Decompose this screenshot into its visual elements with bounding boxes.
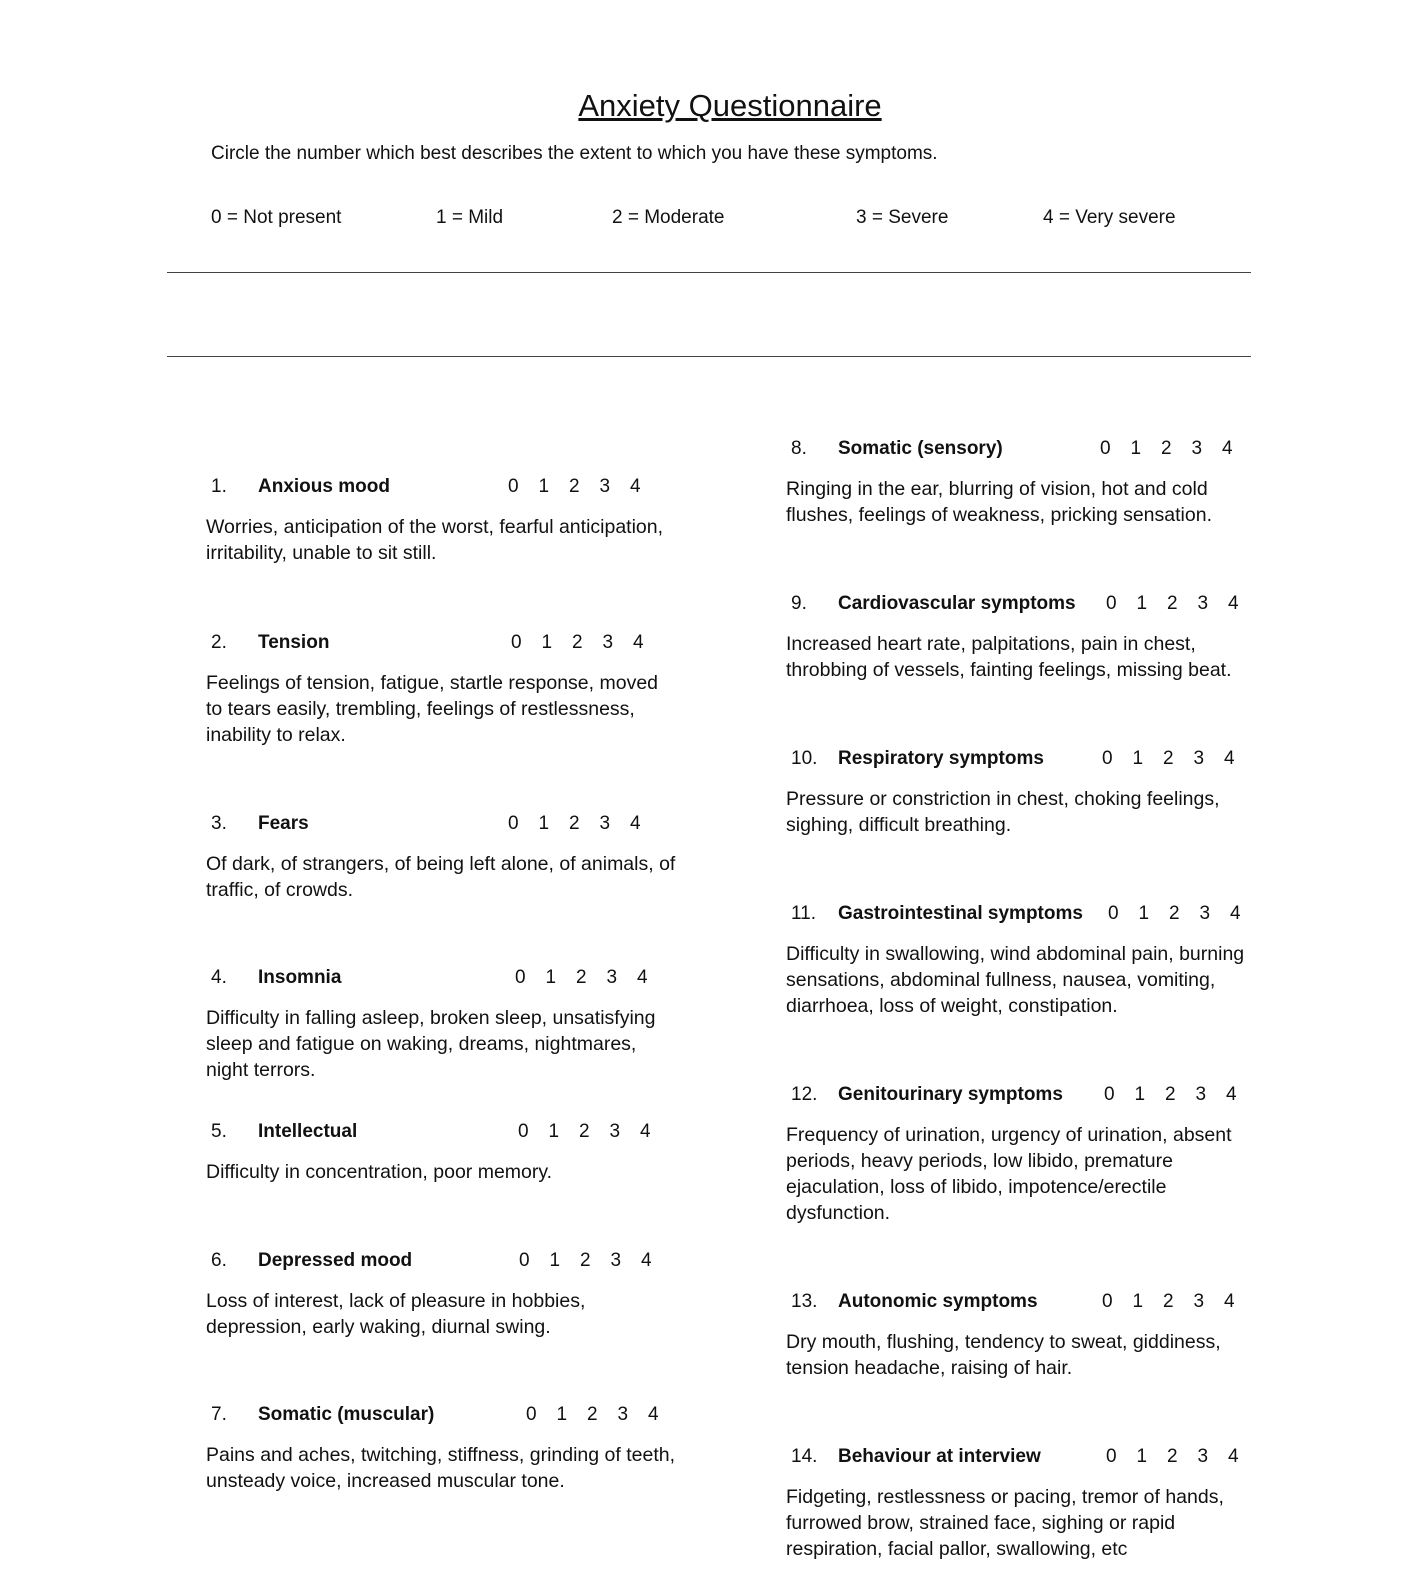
item-description: Difficulty in concentration, poor memory. — [206, 1161, 553, 1183]
rating-option-1[interactable]: 1 — [1136, 593, 1148, 614]
rating-scale — [1100, 438, 1253, 460]
rating-option-4[interactable]: 4 — [630, 476, 641, 497]
rating-option-1[interactable]: 1 — [545, 967, 557, 988]
rating-option-0[interactable]: 0 — [1106, 1446, 1117, 1467]
rating-option-4[interactable]: 4 — [1224, 1291, 1235, 1312]
question-item — [786, 903, 1256, 1019]
question-item — [206, 1250, 676, 1340]
scale-key-3: 3 = Severe — [856, 207, 949, 228]
item-number: 13. — [791, 1291, 818, 1312]
rating-option-0[interactable]: 0 — [1108, 903, 1119, 924]
rating-option-4[interactable]: 4 — [1226, 1084, 1237, 1105]
rating-option-3[interactable]: 3 — [1193, 748, 1205, 769]
question-item — [786, 1291, 1256, 1381]
item-description: Ringing in the ear, blurring of vision, hot and cold flushes, feelings of weakness, pricking sensation. — [786, 478, 1212, 526]
rating-option-3[interactable]: 3 — [1197, 1446, 1209, 1467]
rating-option-3[interactable]: 3 — [606, 967, 618, 988]
question-item — [786, 1084, 1256, 1226]
question-item — [206, 967, 676, 1083]
rating-option-3[interactable]: 3 — [1191, 438, 1203, 459]
question-item — [786, 593, 1256, 683]
question-item — [206, 813, 676, 903]
rating-option-0[interactable]: 0 — [526, 1404, 537, 1425]
rating-option-0[interactable]: 0 — [511, 632, 522, 653]
item-number: 9. — [791, 593, 807, 614]
rating-option-3[interactable]: 3 — [599, 476, 611, 497]
item-description: Pressure or constriction in chest, choking feelings, sighing, difficult breathing. — [786, 788, 1220, 836]
item-description: Loss of interest, lack of pleasure in hobbies, depression, early waking, diurnal swing. — [206, 1290, 586, 1338]
rating-scale — [515, 967, 668, 989]
item-number: 1. — [211, 476, 227, 497]
item-number: 12. — [791, 1084, 818, 1105]
rating-option-1[interactable]: 1 — [1134, 1084, 1146, 1105]
rating-option-0[interactable]: 0 — [519, 1250, 530, 1271]
rating-option-4[interactable]: 4 — [641, 1250, 652, 1271]
rating-option-1[interactable]: 1 — [1138, 903, 1150, 924]
item-number: 2. — [211, 632, 227, 653]
rating-option-2[interactable]: 2 — [579, 1121, 590, 1142]
rating-scale — [508, 813, 661, 835]
rating-option-4[interactable]: 4 — [633, 632, 644, 653]
rating-option-3[interactable]: 3 — [1197, 593, 1209, 614]
scale-key-1: 1 = Mild — [436, 207, 504, 228]
rating-option-3[interactable]: 3 — [602, 632, 614, 653]
rating-scale — [511, 632, 664, 654]
rating-option-1[interactable]: 1 — [548, 1121, 560, 1142]
item-description: Frequency of urination, urgency of urination, absent periods, heavy periods, low libido, premature ejaculation, loss of libido, impotence/erectile dysfunction. — [786, 1124, 1232, 1224]
item-title: Tension — [258, 632, 330, 653]
rating-option-3[interactable]: 3 — [1195, 1084, 1207, 1105]
rating-scale — [1108, 903, 1261, 925]
item-number: 3. — [211, 813, 227, 834]
rating-option-2[interactable]: 2 — [1167, 593, 1178, 614]
rating-option-2[interactable]: 2 — [580, 1250, 591, 1271]
rating-scale — [1104, 1084, 1257, 1106]
item-title: Respiratory symptoms — [838, 748, 1044, 769]
rating-scale — [1102, 748, 1255, 770]
item-description: Dry mouth, flushing, tendency to sweat, giddiness, tension headache, raising of hair. — [786, 1331, 1221, 1379]
item-number: 6. — [211, 1250, 227, 1271]
rating-scale — [1102, 1291, 1255, 1313]
question-item — [786, 1446, 1256, 1562]
item-title: Fears — [258, 813, 309, 834]
rating-scale — [518, 1121, 671, 1143]
item-description: Pains and aches, twitching, stiffness, grinding of teeth, unsteady voice, increased muscular tone. — [206, 1444, 675, 1492]
rating-option-2[interactable]: 2 — [587, 1404, 598, 1425]
instructions-text: Circle the number which best describes the extent to which you have these symptoms. — [211, 143, 938, 164]
rating-option-3[interactable]: 3 — [1193, 1291, 1205, 1312]
item-number: 10. — [791, 748, 818, 769]
rating-option-2[interactable]: 2 — [572, 632, 583, 653]
question-item — [206, 1121, 676, 1185]
rating-option-2[interactable]: 2 — [569, 813, 580, 834]
question-item — [786, 748, 1256, 838]
item-number: 14. — [791, 1446, 818, 1467]
rating-scale — [508, 476, 661, 498]
item-description: Increased heart rate, palpitations, pain in chest, throbbing of vessels, fainting feelings, missing beat. — [786, 633, 1232, 681]
item-description: Of dark, of strangers, of being left alone, of animals, of traffic, of crowds. — [206, 853, 676, 901]
rating-option-0[interactable]: 0 — [1100, 438, 1111, 459]
rating-option-0[interactable]: 0 — [515, 967, 526, 988]
item-title: Somatic (sensory) — [838, 438, 1003, 459]
rating-option-0[interactable]: 0 — [1106, 593, 1117, 614]
item-number: 7. — [211, 1404, 227, 1425]
rating-option-1[interactable]: 1 — [538, 476, 550, 497]
rating-option-4[interactable]: 4 — [1224, 748, 1235, 769]
rating-option-0[interactable]: 0 — [508, 476, 519, 497]
rating-option-0[interactable]: 0 — [1102, 748, 1113, 769]
item-title: Genitourinary symptoms — [838, 1084, 1063, 1105]
rating-option-4[interactable]: 4 — [1222, 438, 1233, 459]
rating-option-4[interactable]: 4 — [1228, 1446, 1239, 1467]
rating-option-4[interactable]: 4 — [1228, 593, 1239, 614]
rating-option-4[interactable]: 4 — [640, 1121, 651, 1142]
item-number: 11. — [791, 903, 817, 924]
rating-option-1[interactable]: 1 — [1132, 748, 1144, 769]
item-title: Autonomic symptoms — [838, 1291, 1038, 1312]
rating-scale — [519, 1250, 672, 1272]
scale-key-0: 0 = Not present — [211, 207, 342, 228]
page-title: Anxiety Questionnaire — [578, 88, 882, 123]
rating-option-2[interactable]: 2 — [576, 967, 587, 988]
rating-option-0[interactable]: 0 — [1104, 1084, 1115, 1105]
item-title: Cardiovascular symptoms — [838, 593, 1076, 614]
rating-option-4[interactable]: 4 — [648, 1404, 659, 1425]
divider-line — [167, 356, 1251, 357]
rating-option-2[interactable]: 2 — [1163, 748, 1174, 769]
rating-scale — [1106, 593, 1259, 615]
item-title: Insomnia — [258, 967, 342, 988]
rating-option-2[interactable]: 2 — [569, 476, 580, 497]
item-description: Difficulty in falling asleep, broken sleep, unsatisfying sleep and fatigue on waking, dreams, nightmares, night terrors. — [206, 1007, 656, 1081]
rating-option-4[interactable]: 4 — [637, 967, 648, 988]
item-description: Difficulty in swallowing, wind abdominal pain, burning sensations, abdominal fullness, nausea, vomiting, diarrhoea, loss of weight, constipation. — [786, 943, 1245, 1017]
question-item — [786, 438, 1256, 528]
rating-option-2[interactable]: 2 — [1165, 1084, 1176, 1105]
rating-option-3[interactable]: 3 — [1199, 903, 1211, 924]
rating-option-0[interactable]: 0 — [508, 813, 519, 834]
rating-option-4[interactable]: 4 — [1230, 903, 1241, 924]
divider-line — [167, 272, 1251, 273]
item-title: Anxious mood — [258, 476, 390, 497]
scale-key-4: 4 = Very severe — [1043, 207, 1176, 228]
question-item — [206, 1404, 676, 1494]
rating-option-1[interactable]: 1 — [1136, 1446, 1148, 1467]
item-title: Depressed mood — [258, 1250, 413, 1271]
scale-key-2: 2 = Moderate — [612, 207, 725, 228]
rating-option-3[interactable]: 3 — [610, 1250, 622, 1271]
rating-option-2[interactable]: 2 — [1161, 438, 1172, 459]
rating-option-1[interactable]: 1 — [556, 1404, 568, 1425]
rating-scale — [526, 1404, 679, 1426]
item-title: Intellectual — [258, 1121, 358, 1142]
item-description: Fidgeting, restlessness or pacing, tremor of hands, furrowed brow, strained face, sighing or rapid respiration, facial pallor, swallowing, etc — [786, 1486, 1224, 1560]
item-title: Gastrointestinal symptoms — [838, 903, 1083, 924]
question-item — [206, 476, 676, 566]
rating-option-2[interactable]: 2 — [1167, 1446, 1178, 1467]
item-title: Behaviour at interview — [838, 1446, 1041, 1467]
rating-option-3[interactable]: 3 — [599, 813, 611, 834]
rating-option-3[interactable]: 3 — [617, 1404, 629, 1425]
item-number: 5. — [211, 1121, 227, 1142]
rating-scale — [1106, 1446, 1259, 1468]
rating-option-2[interactable]: 2 — [1163, 1291, 1174, 1312]
item-number: 8. — [791, 438, 807, 459]
rating-option-1[interactable]: 1 — [538, 813, 550, 834]
item-title: Somatic (muscular) — [258, 1404, 435, 1425]
rating-option-1[interactable]: 1 — [541, 632, 553, 653]
rating-option-1[interactable]: 1 — [1132, 1291, 1144, 1312]
rating-option-1[interactable]: 1 — [549, 1250, 561, 1271]
question-item — [206, 632, 676, 748]
item-description: Feelings of tension, fatigue, startle response, moved to tears easily, trembling, feelings of restlessness, inability to relax. — [206, 672, 659, 746]
rating-option-2[interactable]: 2 — [1169, 903, 1180, 924]
rating-option-0[interactable]: 0 — [518, 1121, 529, 1142]
rating-option-3[interactable]: 3 — [609, 1121, 621, 1142]
item-description: Worries, anticipation of the worst, fearful anticipation, irritability, unable to sit still. — [206, 516, 664, 564]
rating-option-4[interactable]: 4 — [630, 813, 641, 834]
rating-option-0[interactable]: 0 — [1102, 1291, 1113, 1312]
item-number: 4. — [211, 967, 227, 988]
rating-option-1[interactable]: 1 — [1130, 438, 1142, 459]
